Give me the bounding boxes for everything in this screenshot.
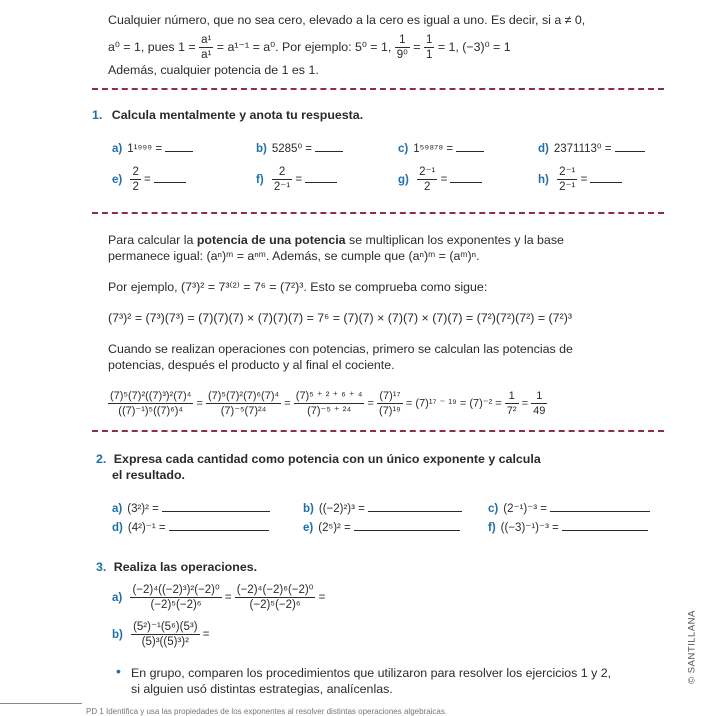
exercise-1g: g) $\frac{\text{2⁻¹}}{2}$ = xyxy=(398,166,482,193)
answer-blank[interactable] xyxy=(165,140,193,152)
answer-blank[interactable] xyxy=(450,171,482,183)
exercise-1h: h) $\frac{\text{2⁻¹}}{\text{2⁻¹}}$ = xyxy=(538,166,622,193)
exercise-1b: b) 5285⁰ = xyxy=(256,140,343,155)
bullet-icon: • xyxy=(116,663,121,679)
answer-blank[interactable] xyxy=(305,171,337,183)
answer-blank[interactable] xyxy=(162,500,270,512)
intro-line-3: Además, cualquier potencia de 1 es 1. xyxy=(108,63,319,77)
divider xyxy=(92,212,664,214)
exercise-2c: c) (2⁻¹)⁻³ = xyxy=(488,500,650,515)
answer-blank[interactable] xyxy=(354,519,460,531)
theory-expansion: (7³)² = (7³)(7³) = (7)(7)(7) × (7)(7)(7) = 7⁶ = (7)(7) × (7)(7) × (7)(7) = (7²)(7²)(7²) = (7²)³ xyxy=(108,311,572,325)
section2-heading-line-2: el resultado. xyxy=(112,468,185,482)
exercise-1e: e) $\frac{2}{2}$ = xyxy=(112,166,186,193)
publisher-mark: © SANTILLANA xyxy=(686,610,698,684)
answer-blank[interactable] xyxy=(550,500,650,512)
theory-line-2: permanece igual: (aⁿ)ᵐ = aⁿᵐ. Además, se cumple que (aⁿ)ᵐ = (aᵐ)ⁿ. xyxy=(108,249,480,263)
section2-heading: 2. Expresa cada cantidad como potencia con un único exponente y calcula xyxy=(96,452,541,466)
answer-blank[interactable] xyxy=(169,519,269,531)
section1-heading: 1. Calcula mentalmente y anota tu respuesta. xyxy=(92,108,364,122)
answer-blank[interactable] xyxy=(562,519,648,531)
footer-rule xyxy=(0,703,82,704)
exercise-3b: b) $\frac{\text{(5²)⁻¹(5⁶)(5³)}}{\text{(5)³((5)³)²}}$ = xyxy=(112,621,210,648)
group-activity-line-2: si alguien usó distintas estrategias, analícenlas. xyxy=(131,682,393,696)
group-activity-line-1: En grupo, comparen los procedimientos que utilizaron para resolver los ejercicios 1 y 2, xyxy=(131,666,612,680)
theory-line-1: Para calcular la potencia de una potencia se multiplican los exponentes y la base xyxy=(108,233,564,247)
theory-order-line-1: Cuando se realizan operaciones con potencias, primero se calculan las potencias de xyxy=(108,342,573,356)
exercise-3a: a) $\frac{\text{(−2)⁴((−2)³)²(−2)⁰}}{\text{(−2)⁵(−2)⁶}}$ = $\frac{\text{(−2)⁴(−2)⁶(−2)⁰}}{\text{(−2)⁵(−2)⁶}}$ = xyxy=(112,584,326,611)
exercise-2b: b) ((−2)²)³ = xyxy=(303,500,462,515)
exercise-1f: f) $\frac{2}{\text{2⁻¹}}$ = xyxy=(256,166,337,193)
intro-line-2: a⁰ = 1, pues 1 = $\frac{\text{a¹}}{\text{a¹}}$ = a¹⁻¹ = a⁰. Por ejemplo: 5⁰ = 1, $\frac{1}{\text{9⁰}}$ = $\frac{1}{1}$ = 1, (−3)⁰ = 1 xyxy=(108,34,511,61)
exercise-2e: e) (2⁵)² = xyxy=(303,519,460,534)
intro-line-1: Cualquier número, que no sea cero, elevado a la cero es igual a uno. Es decir, si a ≠ 0, xyxy=(108,13,586,27)
exercise-2a: a) (3²)² = xyxy=(112,500,270,515)
exercise-1d: d) 2371113⁰ = xyxy=(538,140,645,155)
answer-blank[interactable] xyxy=(590,171,622,183)
theory-order-line-2: potencias, después el producto y al final el cociente. xyxy=(108,358,395,372)
divider xyxy=(92,430,664,432)
answer-blank[interactable] xyxy=(368,500,462,512)
answer-blank[interactable] xyxy=(154,171,186,183)
answer-blank[interactable] xyxy=(315,140,343,152)
exercise-1a: a) 1¹⁹⁹⁹ = xyxy=(112,140,193,155)
footer-note: PD 1 Identifica y usa las propiedades de los exponentes al resolver distintas operaciones algebraicas. xyxy=(86,707,448,716)
exercise-2d: d) (4²)⁻¹ = xyxy=(112,519,269,534)
big-expression: $\frac{\text{(7)⁵(7)²((7)³)²(7)⁴}}{\text{((7)⁻¹)⁵((7)⁶)⁴}}$ = $\frac{\text{(7)⁵(7)²(7)⁶(7)⁴}}{\text{(7)⁻⁵(7)²⁴}}$ = $\frac{\text{(7)⁵ ⁺ ² ⁺ ⁶ ⁺ ⁴}}{\text{(7)⁻⁵ ⁺ ²⁴}}$ = $\frac{\text{(7)¹⁷}}{\text{(7)¹⁹}}$ = (7)¹⁷ ⁻ ¹⁹ = (7)⁻² = $\frac{1}{\text{7²}}$ = $\frac{1}{49}$ xyxy=(110,390,546,417)
divider xyxy=(92,88,664,90)
answer-blank[interactable] xyxy=(456,140,484,152)
exercise-1c: c) 1⁵⁹⁸⁷⁸ = xyxy=(398,140,484,155)
section3-heading: 3. Realiza las operaciones. xyxy=(96,560,258,574)
exercise-2f: f) ((−3)⁻¹)⁻³ = xyxy=(488,519,648,534)
theory-example: Por ejemplo, (7³)² = 7³⁽²⁾ = 7⁶ = (7²)³. Esto se comprueba como sigue: xyxy=(108,280,488,294)
answer-blank[interactable] xyxy=(615,140,645,152)
